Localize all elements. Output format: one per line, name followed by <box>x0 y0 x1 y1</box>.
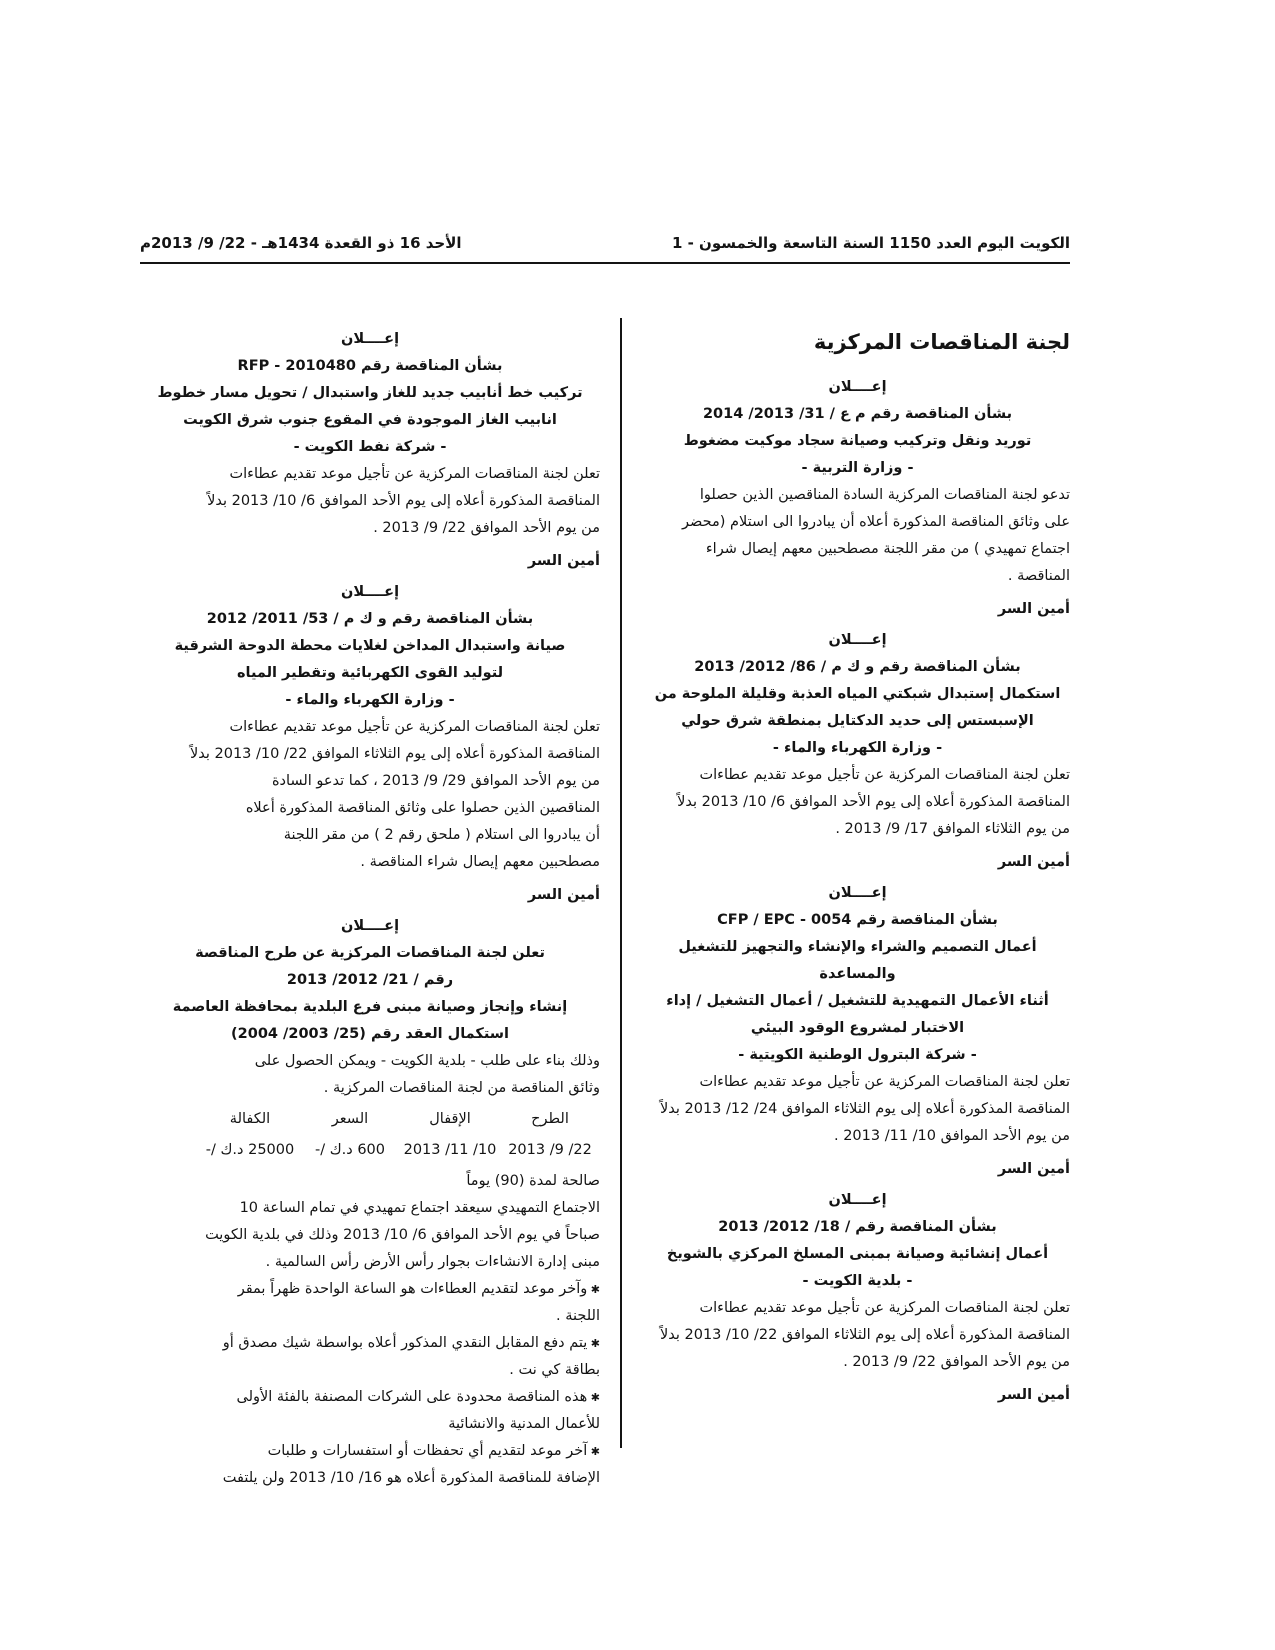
notice-intro: تعلن لجنة المناقصات المركزية عن طرح المناقصة <box>195 945 545 961</box>
notice-ref: بشأن المناقصة رقم CFP / EPC - 0054 <box>717 912 998 928</box>
header-publication-info: الكويت اليوم العدد 1150 السنة التاسعة والخمسون - 1 <box>671 234 1070 252</box>
notice-body-line: تدعو لجنة المناقصات المركزية السادة المناقصين الذين حصلوا <box>699 487 1070 503</box>
notice-entity: - شركة نفط الكويت - <box>293 439 447 455</box>
notice <box>140 579 600 909</box>
notice-body-line: من يوم الأحد الموافق 29/ 9/ 2013 ، كما تدعو السادة <box>271 773 600 789</box>
table-cell: 25000 د.ك /- <box>205 1142 295 1158</box>
notice-heading: إعــــلان <box>340 331 400 347</box>
notice-body-line: المناقصة المذكورة أعلاه إلى يوم الأحد الموافق 6/ 10/ 2013 بدلاً <box>207 493 600 509</box>
notice-subject: توريد ونقل وتركيب وصيانة سجاد موكيت مضغوط <box>683 433 1032 449</box>
notice-heading: إعــــلان <box>828 885 887 901</box>
notice-ref: بشأن المناقصة رقم و ك م / 86/ 2012/ 2013 <box>694 659 1021 675</box>
notice-body-line: تعلن لجنة المناقصات المركزية عن تأجيل موعد تقديم عطاءات <box>229 719 600 735</box>
notice-body-line: المناقصة المذكورة أعلاه إلى يوم الثلاثاء الموافق 24/ 12/ 2013 بدلاً <box>659 1101 1070 1117</box>
notice-body-line: المناقصة المذكورة أعلاه إلى يوم الأحد الموافق 6/ 10/ 2013 بدلاً <box>677 794 1070 810</box>
meeting-line: مبنى إدارة الانشاءات بجوار رأس الأرض رأس السالمية . <box>265 1254 600 1270</box>
notice-signature: أمين السر <box>527 887 600 903</box>
left-column <box>140 326 600 1496</box>
notice-subject: استكمال إستبدال شبكتي المياه العذبة وقليلة الملوحة من <box>654 686 1061 702</box>
notice-entity: - شركة البترول الوطنية الكويتية - <box>738 1047 977 1063</box>
notice-subject: إنشاء وإنجاز وصيانة مبنى فرع البلدية بمحافظة العاصمة <box>172 999 568 1015</box>
notice-entity: - وزارة الكهرباء والماء - <box>772 740 943 756</box>
notice <box>645 880 1070 1183</box>
section-title: لجنة المناقصات المركزية <box>813 330 1070 354</box>
notice-ref: بشأن المناقصة رقم م ع / 31/ 2013/ 2014 <box>702 406 1013 422</box>
notice-body-line: اجتماع تمهيدي ) من مقر اللجنة مصطحبين معهم إيصال شراء <box>705 541 1070 557</box>
notice-signature: أمين السر <box>527 553 600 569</box>
notice-heading: إعــــلان <box>828 1192 887 1208</box>
notice-signature: أمين السر <box>997 1387 1070 1403</box>
notice-heading: إعــــلان <box>340 584 400 600</box>
notice-body-line: من يوم الأحد الموافق 10/ 11/ 2013 . <box>833 1128 1070 1144</box>
tender-table-header <box>200 1106 600 1133</box>
table-header-cell: السعر <box>331 1111 369 1127</box>
condition-bullet-cont: للأعمال المدنية والانشائية <box>448 1416 600 1432</box>
notice-subject: الاختبار لمشروع الوقود البيئي <box>750 1020 965 1036</box>
table-header-cell: الطرح <box>531 1111 569 1127</box>
notice <box>645 374 1070 623</box>
condition-bullet: ✱ وآخر موعد لتقديم العطاءات هو الساعة الواحدة ظهراً بمقر <box>140 1276 600 1303</box>
condition-bullet-cont: اللجنة . <box>556 1308 600 1324</box>
notice-ref: بشأن المناقصة رقم / 18/ 2012/ 2013 <box>718 1219 997 1235</box>
header-date: الأحد 16 ذو القعدة 1434هـ - 22/ 9/ 2013م <box>140 234 462 252</box>
notice-subject: صيانة واستبدال المداخن لغلايات محطة الدوحة الشرقية <box>174 638 566 654</box>
notice-subject: أثناء الأعمال التمهيدية للتشغيل / أعمال التشغيل / إداء <box>666 993 1049 1009</box>
notice-body-line: المناقصة المذكورة أعلاه إلى يوم الثلاثاء الموافق 22/ 10/ 2013 بدلاً <box>189 746 600 762</box>
notice <box>645 1187 1070 1409</box>
notice-body-line: تعلن لجنة المناقصات المركزية عن تأجيل موعد تقديم عطاءات <box>229 466 600 482</box>
table-cell: 10/ 11/ 2013 <box>403 1142 497 1158</box>
condition-bullet: ✱ هذه المناقصة محدودة على الشركات المصنفة بالفئة الأولى <box>140 1384 600 1411</box>
notice-ref: بشأن المناقصة رقم RFP - 2010480 <box>237 358 503 374</box>
table-cell: 22/ 9/ 2013 <box>508 1142 592 1158</box>
column-divider <box>620 318 622 1448</box>
notice-body-line: تعلن لجنة المناقصات المركزية عن تأجيل موعد تقديم عطاءات <box>699 1300 1070 1316</box>
notice-body-line: من يوم الأحد الموافق 22/ 9/ 2013 . <box>843 1354 1070 1370</box>
condition-bullet: ✱ يتم دفع المقابل النقدي المذكور أعلاه بواسطة شيك مصدق أو <box>140 1330 600 1357</box>
notice-subject: الإسبستس إلى حديد الدكتايل بمنطقة شرق حولي <box>681 713 1034 729</box>
page-header <box>140 226 1070 266</box>
notice <box>645 627 1070 876</box>
header-rule <box>140 262 1070 264</box>
notice <box>140 326 600 575</box>
notice-body-line: المناقصة . <box>1007 568 1070 584</box>
meeting-line: الاجتماع التمهيدي سيعقد اجتماع تمهيدي في تمام الساعة 10 <box>239 1200 600 1216</box>
notice-subject: انابيب الغاز الموجودة في المقوع جنوب شرق الكويت <box>183 412 557 428</box>
notice-subject: أعمال إنشائية وصيانة بمبنى المسلخ المركزي بالشويخ <box>666 1246 1049 1262</box>
notice-entity: - بلدية الكويت - <box>802 1273 913 1289</box>
tender-table-values <box>200 1137 600 1164</box>
notice-subject: لتوليد القوى الكهربائية وتقطير المياه <box>236 665 504 681</box>
notice-body-line: المناقصة المذكورة أعلاه إلى يوم الثلاثاء الموافق 22/ 10/ 2013 بدلاً <box>659 1327 1070 1343</box>
notice-heading: إعــــلان <box>828 379 887 395</box>
notice-entity: - وزارة التربية - <box>801 460 914 476</box>
notice-signature: أمين السر <box>997 1161 1070 1177</box>
notice-body-line: تعلن لجنة المناقصات المركزية عن تأجيل موعد تقديم عطاءات <box>699 1074 1070 1090</box>
right-column <box>645 325 1070 1413</box>
notice-subject: تركيب خط أنابيب جديد للغاز واستبدال / تحويل مسار خطوط <box>157 385 583 401</box>
notice-body-line: من يوم الثلاثاء الموافق 17/ 9/ 2013 . <box>835 821 1070 837</box>
notice-ref: رقم / 21/ 2012/ 2013 <box>286 972 454 988</box>
notice-subject: أعمال التصميم والشراء والإنشاء والتجهيز للتشغيل والمساعدة <box>678 939 1037 982</box>
validity-note: صالحة لمدة (90) يوماً <box>466 1173 600 1189</box>
condition-bullet: ✱ آخر موعد لتقديم أي تحفظات أو استفسارات و طلبات <box>140 1438 600 1465</box>
table-cell: 600 د.ك /- <box>314 1142 386 1158</box>
notice-signature: أمين السر <box>997 601 1070 617</box>
notice-body-line: تعلن لجنة المناقصات المركزية عن تأجيل موعد تقديم عطاءات <box>699 767 1070 783</box>
notice-body-line: أن يبادروا الى استلام ( ملحق رقم 2 ) من مقر اللجنة <box>283 827 600 843</box>
notice-body-line: على وثائق المناقصة المذكورة أعلاه أن يبادروا الى استلام (محضر <box>682 514 1070 530</box>
notice-subject: استكمال العقد رقم (25/ 2003/ 2004) <box>231 1026 509 1042</box>
notice-heading: إعــــلان <box>828 632 887 648</box>
meeting-line: صباحاً في يوم الأحد الموافق 6/ 10/ 2013 وذلك في بلدية الكويت <box>205 1227 600 1243</box>
notice-body-line: وذلك بناء على طلب - بلدية الكويت - ويمكن الحصول على <box>254 1053 600 1069</box>
notice-heading: إعــــلان <box>340 918 400 934</box>
tender-announcement <box>140 913 600 1492</box>
notice-body-line: وثائق المناقصة من لجنة المناقصات المركزية . <box>323 1080 600 1096</box>
table-header-cell: الإقفال <box>429 1111 471 1127</box>
notice-signature: أمين السر <box>997 854 1070 870</box>
condition-bullet-cont: الإضافة للمناقصة المذكورة أعلاه هو 16/ 10/ 2013 ولن يلتفت <box>222 1470 600 1486</box>
table-header-cell: الكفالة <box>229 1111 271 1127</box>
notice-body-line: من يوم الأحد الموافق 22/ 9/ 2013 . <box>373 520 600 536</box>
notice-body-line: المناقصين الذين حصلوا على وثائق المناقصة المذكورة أعلاه <box>245 800 600 816</box>
notice-entity: - وزارة الكهرباء والماء - <box>285 692 455 708</box>
notice-body-line: مصطحبين معهم إيصال شراء المناقصة . <box>360 854 600 870</box>
notice-ref: بشأن المناقصة رقم و ك م / 53/ 2011/ 2012 <box>206 611 534 627</box>
condition-bullet-cont: بطاقة كي نت . <box>509 1362 600 1378</box>
